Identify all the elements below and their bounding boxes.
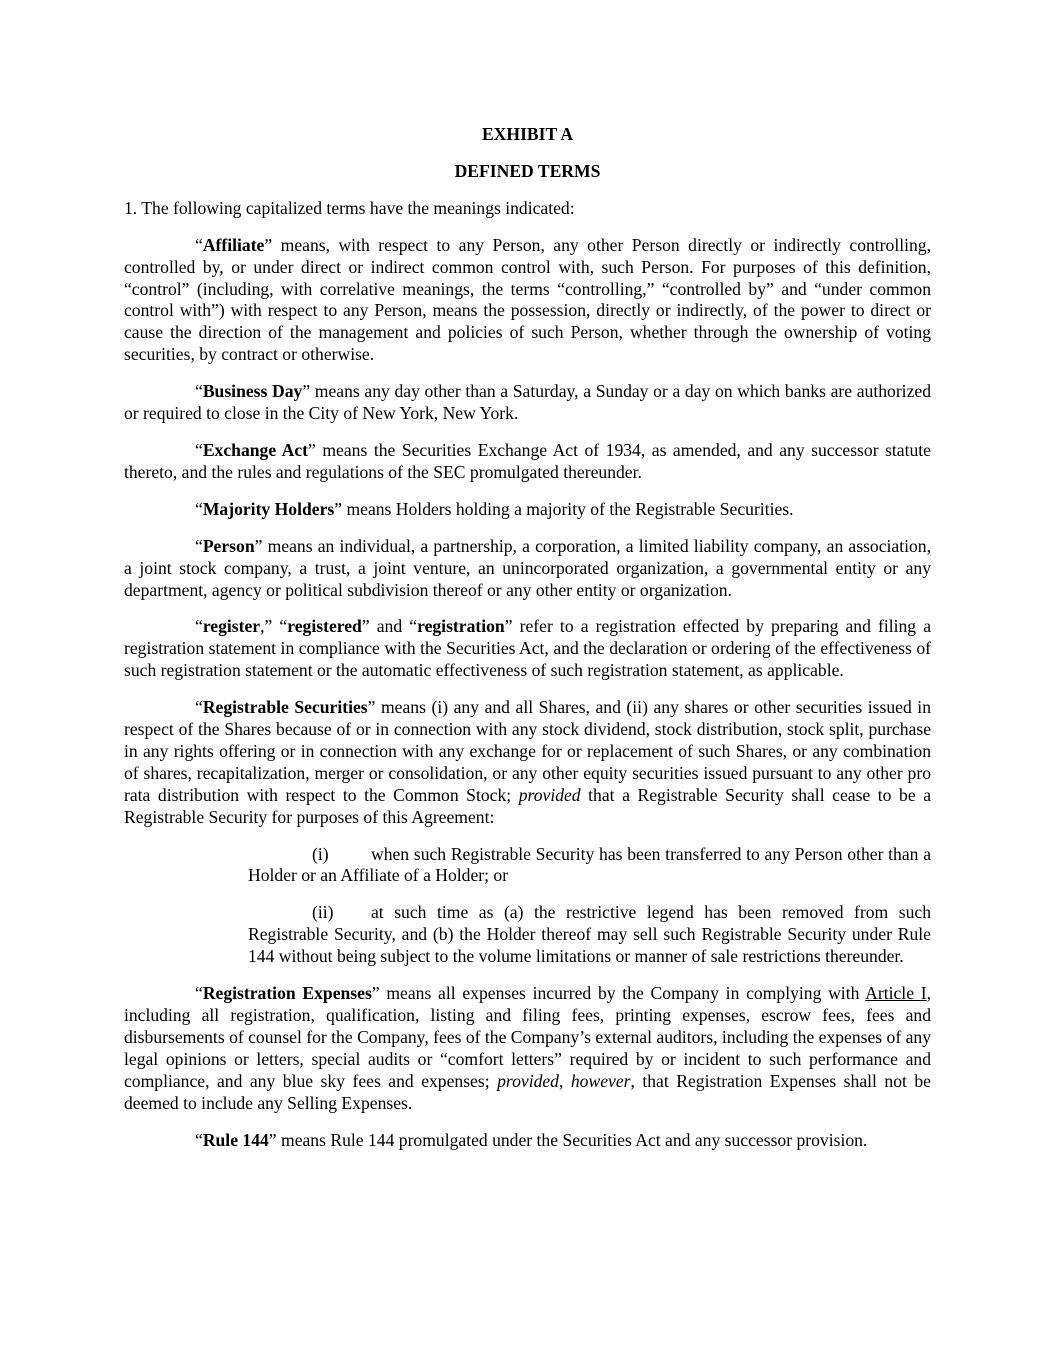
defined-term: registration [417, 616, 505, 637]
defined-term: Registrable Securities [202, 697, 368, 718]
definition-text: , including all registration, qualification, listing and filing fees, printing expenses, escrow fees, fees and disbursements of counsel for the Company, fees of the Company’s external auditors, including the expenses of any legal opinions or letters, special audits or “comfort letters” required by or incident to such performance and compliance, and any blue sky fees and expenses; [124, 983, 932, 1091]
defined-term: Registration Expenses [202, 983, 372, 1004]
definition-registration [124, 616, 931, 682]
term-joiner: ,” “ [260, 616, 288, 637]
close-quote: ” [302, 381, 311, 402]
subclause-number: (ii) [312, 902, 334, 923]
definition-majority-holders [124, 499, 931, 521]
close-quote: ” [254, 535, 263, 556]
open-quote: “ [195, 498, 203, 519]
close-quote: ” [264, 234, 273, 255]
definition-text: means (i) any and all Shares, and (ii) any shares or other securities issued in respect of the Shares because of or in connection with any stock dividend, stock distribution, stock split, purchase in any rights offering or in connection with any exchange for or replacement of such Shares, or any combination of shares, recapitalization, merger or consolidation, or any other equity securities issued pursuant to any other pro rata distribution with respect to the Common Stock; [124, 697, 931, 805]
intro-paragraph: 1. The following capitalized terms have the meanings indicated: [124, 197, 575, 218]
close-quote: ” [367, 697, 376, 718]
definition-text: means all expenses incurred by the Company in complying with [379, 983, 866, 1004]
defined-term: Exchange Act [202, 439, 309, 460]
subclause-i [248, 844, 931, 888]
open-quote: “ [195, 616, 203, 637]
definition-exchange-act [124, 440, 931, 484]
open-quote: “ [195, 381, 203, 402]
close-quote: ” [268, 1129, 277, 1150]
defined-term: Person [202, 535, 255, 556]
close-quote: ” [504, 616, 513, 637]
definition-business-day [124, 381, 931, 425]
exhibit-title: EXHIBIT A [481, 124, 574, 144]
close-quote: ” [334, 498, 343, 519]
defined-term: Affiliate [202, 234, 265, 255]
definition-text: means an individual, a partnership, a corporation, a limited liability company, an association, a joint stock company, a trust, a joint venture, an unincorporated organization, a governmental entity or any department, agency or political subdivision thereof or any other entity or organization. [124, 535, 931, 600]
definition-rule-144 [124, 1130, 931, 1152]
open-quote: “ [195, 983, 203, 1004]
subclause-number: (i) [312, 843, 329, 864]
italic-however: however [570, 1070, 631, 1091]
subclause-text: at such time as (a) the restrictive legend has been removed from such Registrable Security, and (b) the Holder thereof may sell such Registrable Security under Rule 144 without being subject to the volume limitations or manner of sale restrictions thereunder. [248, 902, 931, 967]
open-quote: “ [195, 535, 203, 556]
defined-term: register [202, 616, 261, 637]
italic-proviso: provided [518, 784, 581, 805]
definition-text: means any day other than a Saturday, a Sunday or a day on which banks are authorized or required to close in the City of New York, New York. [124, 381, 931, 424]
definition-text: refer to a registration effected by preparing and filing a registration statement in compliance with the Securities Act, and the declaration or ordering of the effectiveness of such registration statement or the automatic effectiveness of such registration statement, as applicable. [124, 616, 932, 681]
article-reference-link[interactable]: Article I [865, 983, 927, 1004]
definition-text: means the Securities Exchange Act of 1934, as amended, and any successor statute thereto, and the rules and regulations of the SEC promulgated thereunder. [124, 439, 931, 482]
open-quote: “ [195, 697, 203, 718]
open-quote: “ [195, 234, 203, 255]
definition-text: means Holders holding a majority of the Registrable Securities. [342, 498, 794, 519]
definition-text: means Rule 144 promulgated under the Securities Act and any successor provision. [276, 1129, 868, 1150]
defined-term: registered [287, 616, 362, 637]
definition-text: , that Registration Expenses shall not be deemed to include any Selling Expenses. [124, 1070, 931, 1113]
open-quote: “ [195, 1129, 203, 1150]
document-page [124, 124, 931, 1166]
italic-proviso: provided [497, 1070, 559, 1091]
definition-affiliate [124, 235, 931, 366]
definition-registrable-securities [124, 697, 931, 828]
subclause-text: when such Registrable Security has been transferred to any Person other than a Holder or an Affiliate of a Holder; or [248, 843, 931, 886]
punctuation: , [558, 1070, 571, 1091]
open-quote: “ [195, 439, 203, 460]
defined-term: Business Day [202, 381, 303, 402]
close-quote: ” [308, 439, 316, 460]
defined-term: Rule 144 [202, 1129, 269, 1150]
close-quote: ” [371, 983, 380, 1004]
definition-registration-expenses [124, 983, 931, 1114]
definition-person [124, 536, 931, 602]
definition-text: means, with respect to any Person, any other Person directly or indirectly controlling, controlled by, or under direct or indirect common control with, such Person. For purposes of this definition, “control” (including, with correlative meanings, the terms “controlling,” “controlled by” and “under common control with”) with respect to any Person, means the possession, directly or indirectly, of the power to direct or cause the direction of the management and policies of such Person, whether through the ownership of voting securities, by contract or otherwise. [124, 234, 931, 365]
section-heading: DEFINED TERMS [454, 160, 601, 181]
subclause-ii [248, 902, 931, 968]
term-joiner: ” and “ [361, 616, 418, 637]
definition-text: that a Registrable Security shall cease to be a Registrable Security for purposes of this Agreement: [124, 784, 932, 827]
defined-term: Majority Holders [202, 498, 335, 519]
